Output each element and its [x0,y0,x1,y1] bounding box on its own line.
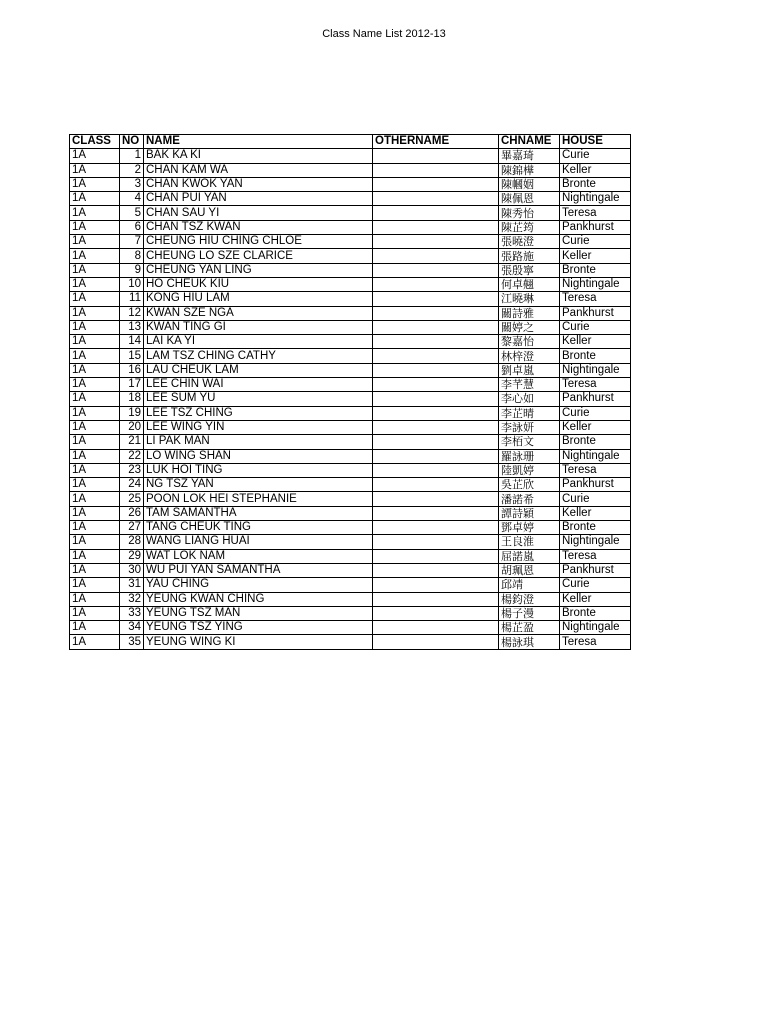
cell-no: 19 [120,406,144,420]
table-row [70,177,631,191]
cell-chname: 楊詠琪 [499,635,560,649]
table-row [70,406,631,420]
cell-name: LEE TSZ CHING [144,406,373,420]
cell-house: Curie [560,578,631,592]
cell-class: 1A [70,606,120,620]
cell-othername [373,306,499,320]
table-row [70,149,631,163]
cell-name: LO WING SHAN [144,449,373,463]
cell-chname: 李心如 [499,392,560,406]
cell-no: 34 [120,621,144,635]
cell-chname: 胡珮恩 [499,563,560,577]
cell-no: 8 [120,249,144,263]
cell-chname: 王良淮 [499,535,560,549]
cell-class: 1A [70,635,120,649]
cell-class: 1A [70,392,120,406]
cell-house: Nightingale [560,449,631,463]
table-row [70,277,631,291]
cell-chname: 林梓澄 [499,349,560,363]
cell-no: 13 [120,320,144,334]
cell-no: 30 [120,563,144,577]
cell-name: KWAN SZE NGA [144,306,373,320]
cell-chname: 譚詩穎 [499,506,560,520]
cell-house: Bronte [560,521,631,535]
cell-class: 1A [70,449,120,463]
cell-class: 1A [70,492,120,506]
cell-no: 3 [120,177,144,191]
table-row [70,378,631,392]
cell-class: 1A [70,406,120,420]
cell-othername [373,506,499,520]
cell-house: Bronte [560,177,631,191]
cell-no: 22 [120,449,144,463]
cell-house: Keller [560,163,631,177]
table-row [70,349,631,363]
cell-class: 1A [70,420,120,434]
cell-chname: 楊子漫 [499,606,560,620]
cell-name: WAT LOK NAM [144,549,373,563]
cell-name: CHEUNG LO SZE CLARICE [144,249,373,263]
table-row [70,535,631,549]
cell-chname: 潘諾希 [499,492,560,506]
cell-house: Teresa [560,206,631,220]
cell-othername [373,635,499,649]
cell-othername [373,463,499,477]
table-row [70,435,631,449]
table-row [70,306,631,320]
cell-class: 1A [70,277,120,291]
cell-class: 1A [70,463,120,477]
cell-no: 28 [120,535,144,549]
cell-chname: 劉卓嵐 [499,363,560,377]
class-name-table [69,134,631,650]
cell-no: 11 [120,292,144,306]
cell-class: 1A [70,149,120,163]
cell-othername [373,220,499,234]
cell-class: 1A [70,192,120,206]
header-class: CLASS [70,135,120,149]
cell-no: 21 [120,435,144,449]
table-row [70,235,631,249]
cell-name: LAI KA YI [144,335,373,349]
cell-chname: 張曉澄 [499,235,560,249]
cell-class: 1A [70,235,120,249]
cell-house: Curie [560,406,631,420]
cell-no: 32 [120,592,144,606]
table-row [70,578,631,592]
cell-no: 31 [120,578,144,592]
cell-no: 14 [120,335,144,349]
cell-othername [373,492,499,506]
cell-house: Nightingale [560,621,631,635]
cell-othername [373,535,499,549]
cell-name: POON LOK HEI STEPHANIE [144,492,373,506]
cell-othername [373,249,499,263]
cell-name: LI PAK MAN [144,435,373,449]
table-row [70,506,631,520]
cell-house: Teresa [560,378,631,392]
header-house: HOUSE [560,135,631,149]
table-row [70,621,631,635]
cell-house: Keller [560,249,631,263]
cell-name: TAM SAMANTHA [144,506,373,520]
cell-no: 20 [120,420,144,434]
cell-class: 1A [70,249,120,263]
cell-chname: 江曉琳 [499,292,560,306]
table-row [70,192,631,206]
cell-house: Bronte [560,435,631,449]
cell-chname: 陳秀怡 [499,206,560,220]
cell-othername [373,378,499,392]
cell-name: WU PUI YAN SAMANTHA [144,563,373,577]
cell-no: 17 [120,378,144,392]
cell-house: Pankhurst [560,220,631,234]
cell-house: Teresa [560,463,631,477]
cell-class: 1A [70,435,120,449]
cell-no: 18 [120,392,144,406]
cell-name: NG TSZ YAN [144,478,373,492]
cell-no: 35 [120,635,144,649]
header-no: NO [120,135,144,149]
cell-othername [373,206,499,220]
table-row [70,492,631,506]
cell-othername [373,349,499,363]
cell-class: 1A [70,320,120,334]
table-row [70,220,631,234]
cell-othername [373,277,499,291]
cell-name: YAU CHING [144,578,373,592]
cell-othername [373,263,499,277]
cell-no: 5 [120,206,144,220]
table-row [70,549,631,563]
cell-othername [373,335,499,349]
cell-house: Nightingale [560,535,631,549]
cell-house: Pankhurst [560,563,631,577]
cell-house: Teresa [560,635,631,649]
cell-othername [373,592,499,606]
cell-name: CHAN TSZ KWAN [144,220,373,234]
table-row [70,478,631,492]
table-header-row [70,135,631,149]
cell-name: YEUNG WING KI [144,635,373,649]
cell-name: YEUNG TSZ YING [144,621,373,635]
table-row [70,249,631,263]
cell-class: 1A [70,163,120,177]
table-row [70,563,631,577]
cell-class: 1A [70,592,120,606]
cell-house: Pankhurst [560,306,631,320]
cell-othername [373,563,499,577]
cell-othername [373,406,499,420]
cell-chname: 陳錦樺 [499,163,560,177]
cell-othername [373,292,499,306]
table-row [70,163,631,177]
cell-othername [373,621,499,635]
cell-chname: 關婷之 [499,320,560,334]
cell-chname: 吳芷欣 [499,478,560,492]
cell-name: LUK HOI TING [144,463,373,477]
cell-house: Nightingale [560,192,631,206]
cell-chname: 陳佩恩 [499,192,560,206]
cell-house: Teresa [560,292,631,306]
cell-class: 1A [70,535,120,549]
cell-name: CHAN SAU YI [144,206,373,220]
cell-chname: 李芊慧 [499,378,560,392]
cell-no: 24 [120,478,144,492]
cell-house: Teresa [560,549,631,563]
cell-name: LAU CHEUK LAM [144,363,373,377]
cell-name: KONG HIU LAM [144,292,373,306]
table-row [70,292,631,306]
cell-name: CHEUNG YAN LING [144,263,373,277]
cell-no: 12 [120,306,144,320]
cell-no: 7 [120,235,144,249]
cell-name: TANG CHEUK TING [144,521,373,535]
header-chname: CHNAME [499,135,560,149]
table-row [70,420,631,434]
cell-othername [373,478,499,492]
cell-chname: 陸凱婷 [499,463,560,477]
cell-class: 1A [70,263,120,277]
cell-no: 6 [120,220,144,234]
cell-house: Keller [560,506,631,520]
table-row [70,263,631,277]
cell-othername [373,435,499,449]
cell-othername [373,363,499,377]
table-row [70,392,631,406]
cell-othername [373,521,499,535]
header-name: NAME [144,135,373,149]
cell-chname: 鄧卓婷 [499,521,560,535]
cell-name: LAM TSZ CHING CATHY [144,349,373,363]
cell-othername [373,192,499,206]
cell-chname: 張殷寧 [499,263,560,277]
cell-no: 15 [120,349,144,363]
cell-chname: 邱靖 [499,578,560,592]
table-row [70,335,631,349]
table-row [70,463,631,477]
page-title: Class Name List 2012-13 [322,28,446,40]
cell-class: 1A [70,621,120,635]
cell-othername [373,177,499,191]
cell-class: 1A [70,478,120,492]
cell-no: 25 [120,492,144,506]
cell-house: Curie [560,235,631,249]
table-row [70,521,631,535]
cell-name: CHEUNG HIU CHING CHLOE [144,235,373,249]
cell-name: CHAN KAM WA [144,163,373,177]
cell-name: LEE WING YIN [144,420,373,434]
cell-house: Bronte [560,606,631,620]
cell-house: Pankhurst [560,392,631,406]
cell-name: WANG LIANG HUAI [144,535,373,549]
cell-class: 1A [70,220,120,234]
cell-class: 1A [70,521,120,535]
table-row [70,363,631,377]
cell-chname: 陳芷筠 [499,220,560,234]
cell-house: Curie [560,149,631,163]
cell-no: 1 [120,149,144,163]
cell-othername [373,606,499,620]
cell-name: CHAN PUI YAN [144,192,373,206]
cell-house: Bronte [560,263,631,277]
table-row [70,606,631,620]
table-row [70,449,631,463]
cell-chname: 屈諾嵐 [499,549,560,563]
cell-chname: 楊芷盈 [499,621,560,635]
cell-house: Keller [560,335,631,349]
cell-chname: 關詩雅 [499,306,560,320]
cell-othername [373,149,499,163]
cell-class: 1A [70,378,120,392]
cell-chname: 張路施 [499,249,560,263]
cell-class: 1A [70,177,120,191]
cell-chname: 畢嘉琦 [499,149,560,163]
cell-othername [373,449,499,463]
cell-class: 1A [70,349,120,363]
table-row [70,592,631,606]
cell-chname: 李詠妍 [499,420,560,434]
cell-chname: 李芷晴 [499,406,560,420]
cell-name: YEUNG KWAN CHING [144,592,373,606]
cell-class: 1A [70,549,120,563]
cell-chname: 陳幗姻 [499,177,560,191]
header-othername: OTHERNAME [373,135,499,149]
table-row [70,206,631,220]
cell-name: YEUNG TSZ MAN [144,606,373,620]
cell-house: Curie [560,492,631,506]
cell-no: 23 [120,463,144,477]
cell-othername [373,578,499,592]
cell-no: 33 [120,606,144,620]
cell-othername [373,392,499,406]
cell-house: Nightingale [560,277,631,291]
cell-house: Curie [560,320,631,334]
cell-no: 27 [120,521,144,535]
cell-name: HO CHEUK KIU [144,277,373,291]
cell-name: CHAN KWOK YAN [144,177,373,191]
cell-othername [373,235,499,249]
cell-no: 2 [120,163,144,177]
cell-no: 4 [120,192,144,206]
cell-name: BAK KA KI [144,149,373,163]
cell-no: 9 [120,263,144,277]
cell-house: Bronte [560,349,631,363]
cell-chname: 羅詠珊 [499,449,560,463]
table-row [70,320,631,334]
cell-class: 1A [70,578,120,592]
cell-name: KWAN TING GI [144,320,373,334]
cell-name: LEE CHIN WAI [144,378,373,392]
cell-othername [373,420,499,434]
cell-othername [373,163,499,177]
cell-class: 1A [70,363,120,377]
cell-chname: 李栢文 [499,435,560,449]
cell-chname: 黎嘉怡 [499,335,560,349]
cell-class: 1A [70,206,120,220]
cell-chname: 何卓翹 [499,277,560,291]
cell-class: 1A [70,563,120,577]
cell-no: 26 [120,506,144,520]
cell-no: 29 [120,549,144,563]
cell-house: Keller [560,592,631,606]
cell-no: 16 [120,363,144,377]
cell-house: Nightingale [560,363,631,377]
cell-class: 1A [70,335,120,349]
cell-othername [373,320,499,334]
cell-chname: 楊鈞澄 [499,592,560,606]
cell-name: LEE SUM YU [144,392,373,406]
cell-no: 10 [120,277,144,291]
cell-class: 1A [70,306,120,320]
cell-house: Keller [560,420,631,434]
table-row [70,635,631,649]
table-body [70,149,631,649]
cell-othername [373,549,499,563]
cell-class: 1A [70,292,120,306]
cell-class: 1A [70,506,120,520]
cell-house: Pankhurst [560,478,631,492]
